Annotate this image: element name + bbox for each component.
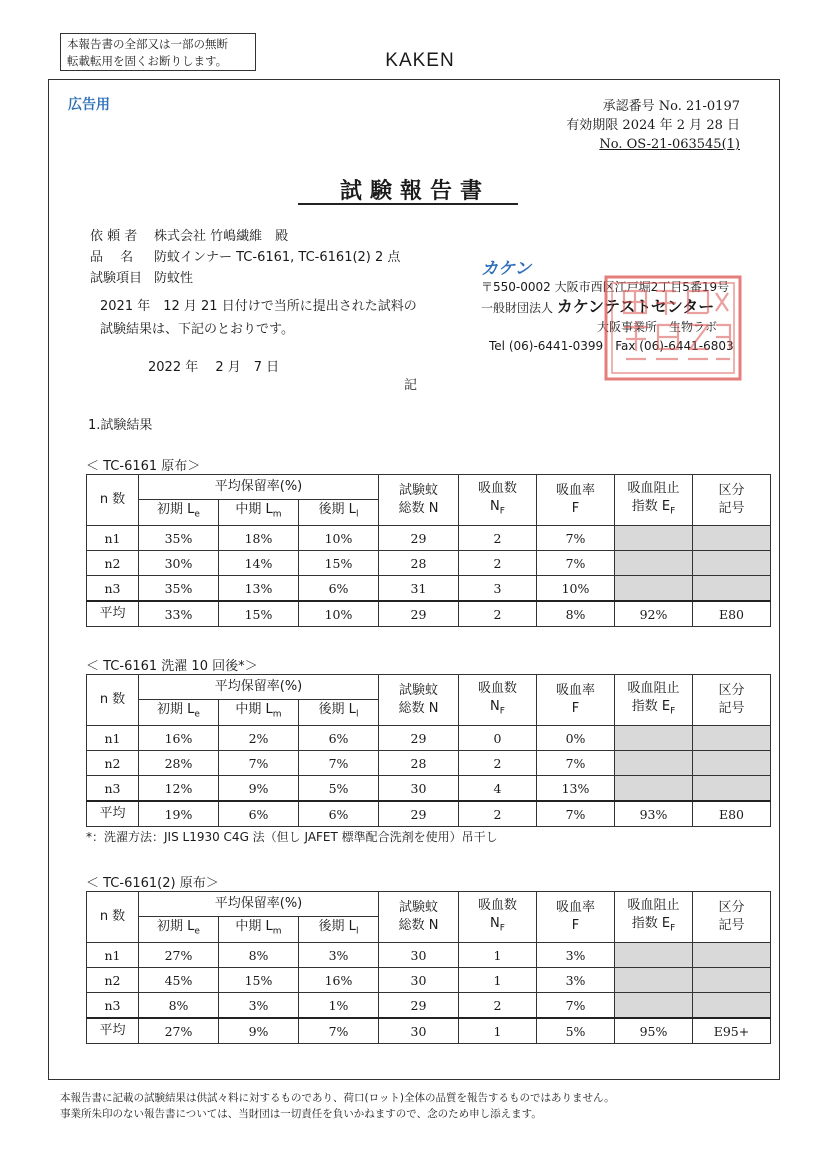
cell-late: 1% <box>299 993 379 1019</box>
cell-early: 16% <box>139 726 219 751</box>
cell-code-blank <box>693 576 771 602</box>
cell-code-blank <box>693 943 771 968</box>
cell-index-blank <box>615 551 693 576</box>
table-row <box>87 576 771 602</box>
cell-rate: 0% <box>537 726 615 751</box>
lab-tel: Tel (06)-6441-0399 Fax (06)-6441-6803 <box>489 339 734 353</box>
cell-rate: 8% <box>537 601 615 627</box>
requester-label: 依 頼 者 <box>90 229 138 244</box>
ki-mark: 記 <box>404 378 418 393</box>
results-table <box>86 674 771 827</box>
cell-total: 29 <box>379 726 459 751</box>
cell-rate: 10% <box>537 576 615 602</box>
cell-total: 30 <box>379 943 459 968</box>
cell-rate: 7% <box>537 551 615 576</box>
cell-mid: 7% <box>219 751 299 776</box>
cell-early: 19% <box>139 801 219 827</box>
cell-code: E95+ <box>693 1018 771 1044</box>
header-inhibition-index: 吸血阻止 指数 $E_F$ <box>615 675 693 726</box>
validity-date: 有効期限 2024 年 2 月 28 日 <box>566 118 740 133</box>
table-row <box>87 776 771 802</box>
cell-n: n3 <box>87 776 139 802</box>
header-mid: 中期 $L_m$ <box>219 700 299 726</box>
cell-rate: 7% <box>537 993 615 1019</box>
header-n: n 数 <box>87 675 139 726</box>
cell-n: 平均 <box>87 801 139 827</box>
cell-n: n2 <box>87 751 139 776</box>
reproduction-notice-box <box>60 33 256 71</box>
table-row-average <box>87 601 771 627</box>
cell-bites: 2 <box>459 601 537 627</box>
cell-late: 6% <box>299 801 379 827</box>
cell-late: 15% <box>299 551 379 576</box>
cell-rate: 13% <box>537 776 615 802</box>
header-n: n 数 <box>87 475 139 526</box>
cell-late: 5% <box>299 776 379 802</box>
cell-n: 平均 <box>87 1018 139 1044</box>
disclaimer-line-1: 本報告書に記載の試験結果は供試々料に対するものであり、荷口(ロット)全体の品質を報告するものではありません。 <box>60 1092 615 1104</box>
cell-early: 27% <box>139 1018 219 1044</box>
header-retention: 平均保留率(%) <box>139 675 379 700</box>
header-retention: 平均保留率(%) <box>139 475 379 500</box>
cell-total: 28 <box>379 751 459 776</box>
cell-bites: 1 <box>459 1018 537 1044</box>
cell-code: E80 <box>693 801 771 827</box>
disclaimer-line-2: 事業所朱印のない報告書については、当財団は一切責任を負いかねますので、念のため申し添えます。 <box>60 1108 542 1120</box>
cell-bites: 2 <box>459 551 537 576</box>
cell-early: 33% <box>139 601 219 627</box>
cell-early: 8% <box>139 993 219 1019</box>
header-inhibition-index: 吸血阻止 指数 $E_F$ <box>615 475 693 526</box>
cell-late: 10% <box>299 526 379 551</box>
cell-late: 10% <box>299 601 379 627</box>
product-value: 防蚊インナー TC-6161, TC-6161(2) 2 点 <box>154 250 401 265</box>
cell-mid: 8% <box>219 943 299 968</box>
cell-mid: 6% <box>219 801 299 827</box>
header-late: 後期 $L_l$ <box>299 500 379 526</box>
product-label: 品 名 <box>90 250 134 265</box>
cell-total: 28 <box>379 551 459 576</box>
cell-rate: 7% <box>537 751 615 776</box>
report-number: No. OS-21-063545(1) <box>599 137 740 152</box>
cell-mid: 9% <box>219 1018 299 1044</box>
cell-total: 29 <box>379 993 459 1019</box>
cell-mid: 15% <box>219 601 299 627</box>
cell-index: 93% <box>615 801 693 827</box>
section-heading: 1.試験結果 <box>88 418 153 433</box>
table-row <box>87 551 771 576</box>
cell-late: 16% <box>299 968 379 993</box>
cell-bites: 2 <box>459 751 537 776</box>
cell-index-blank <box>615 576 693 602</box>
lab-org-name: カケンテストセンター <box>556 297 715 316</box>
cell-code-blank <box>693 993 771 1019</box>
results-table <box>86 891 771 1044</box>
report-date: 2022 年 2 月 7 日 <box>148 360 280 375</box>
approval-number: 承認番号 No. 21-0197 <box>602 99 740 114</box>
submission-line-1: 2021 年 12 月 21 日付けで当所に提出された試料の <box>100 299 417 314</box>
cell-n: n2 <box>87 551 139 576</box>
cell-total: 29 <box>379 801 459 827</box>
cell-n: n2 <box>87 968 139 993</box>
cell-mid: 18% <box>219 526 299 551</box>
submission-text <box>100 295 417 341</box>
header-bites: 吸血数 $N_F$ <box>459 892 537 943</box>
cell-n: n1 <box>87 526 139 551</box>
cell-rate: 7% <box>537 801 615 827</box>
requester-value: 株式会社 竹嶋繊維 殿 <box>154 229 289 244</box>
cell-rate: 3% <box>537 943 615 968</box>
cell-late: 3% <box>299 943 379 968</box>
header-inhibition-index: 吸血阻止 指数 $E_F$ <box>615 892 693 943</box>
cell-bites: 4 <box>459 776 537 802</box>
approval-block <box>520 97 740 154</box>
cell-total: 31 <box>379 576 459 602</box>
cell-total: 29 <box>379 601 459 627</box>
cell-rate: 5% <box>537 1018 615 1044</box>
header-mosquito-total: 試験蚊 総数 N <box>379 892 459 943</box>
header-bite-rate: 吸血率 F <box>537 475 615 526</box>
cell-n: n3 <box>87 993 139 1019</box>
header-early: 初期 $L_e$ <box>139 700 219 726</box>
cell-index-blank <box>615 751 693 776</box>
cell-early: 27% <box>139 943 219 968</box>
cell-total: 30 <box>379 968 459 993</box>
cell-bites: 2 <box>459 801 537 827</box>
cell-n: n1 <box>87 726 139 751</box>
submission-line-2: 試験結果は、下記のとおりです。 <box>100 322 294 337</box>
cell-index-blank <box>615 726 693 751</box>
cell-late: 7% <box>299 1018 379 1044</box>
title-underline <box>298 203 518 205</box>
table-row-average <box>87 1018 771 1044</box>
table-row <box>87 993 771 1019</box>
cell-index-blank <box>615 943 693 968</box>
header-mosquito-total: 試験蚊 総数 N <box>379 475 459 526</box>
cell-bites: 1 <box>459 968 537 993</box>
cell-early: 45% <box>139 968 219 993</box>
table-row <box>87 943 771 968</box>
cell-index-blank <box>615 776 693 802</box>
official-seal-icon <box>604 275 742 381</box>
cell-n: n3 <box>87 576 139 602</box>
brand-header: KAKEN <box>385 50 455 71</box>
cell-n: n1 <box>87 943 139 968</box>
cell-code-blank <box>693 751 771 776</box>
header-mosquito-total: 試験蚊 総数 N <box>379 675 459 726</box>
ad-label: 広告用 <box>68 97 110 113</box>
table-row <box>87 968 771 993</box>
cell-bites: 2 <box>459 993 537 1019</box>
cell-total: 30 <box>379 1018 459 1044</box>
cell-late: 6% <box>299 576 379 602</box>
results-table <box>86 474 771 627</box>
cell-total: 29 <box>379 526 459 551</box>
header-retention: 平均保留率(%) <box>139 892 379 917</box>
cell-index-blank <box>615 526 693 551</box>
cell-total: 30 <box>379 776 459 802</box>
cell-index-blank <box>615 968 693 993</box>
cell-bites: 1 <box>459 943 537 968</box>
header-bite-rate: 吸血率 F <box>537 892 615 943</box>
cell-code-blank <box>693 968 771 993</box>
cell-late: 6% <box>299 726 379 751</box>
cell-late: 7% <box>299 751 379 776</box>
kaken-logo: カケン <box>481 259 532 279</box>
cell-early: 28% <box>139 751 219 776</box>
header-late: 後期 $L_l$ <box>299 917 379 943</box>
cell-n: 平均 <box>87 601 139 627</box>
header-mid: 中期 $L_m$ <box>219 917 299 943</box>
cell-code-blank <box>693 526 771 551</box>
header-class-code: 区分 記号 <box>693 892 771 943</box>
notice-line-1: 本報告書の全部又は一部の無断 <box>67 37 228 51</box>
cell-early: 30% <box>139 551 219 576</box>
header-class-code: 区分 記号 <box>693 675 771 726</box>
cell-mid: 13% <box>219 576 299 602</box>
test-item-label: 試験項目 <box>90 271 143 286</box>
cell-rate: 7% <box>537 526 615 551</box>
cell-code-blank <box>693 776 771 802</box>
disclaimer <box>60 1090 615 1122</box>
header-early: 初期 $L_e$ <box>139 917 219 943</box>
header-bite-rate: 吸血率 F <box>537 675 615 726</box>
table-title: ＜ TC-6161(2) 原布＞ <box>86 876 219 891</box>
header-bites: 吸血数 $N_F$ <box>459 675 537 726</box>
table-row-average <box>87 801 771 827</box>
notice-line-2: 転載転用を固くお断りします。 <box>67 54 228 68</box>
cell-index: 92% <box>615 601 693 627</box>
cell-bites: 0 <box>459 726 537 751</box>
cell-mid: 3% <box>219 993 299 1019</box>
cell-code-blank <box>693 551 771 576</box>
header-n: n 数 <box>87 892 139 943</box>
lab-org-prefix: 一般財団法人 <box>481 301 554 315</box>
table-row <box>87 526 771 551</box>
header-bites: 吸血数 $N_F$ <box>459 475 537 526</box>
cell-mid: 9% <box>219 776 299 802</box>
client-info <box>90 226 400 289</box>
report-title: 試験報告書 <box>339 179 490 204</box>
wash-method-footnote: *：洗濯方法：JIS L1930 C4G 法（但し JAFET 標準配合洗剤を使用）吊干し <box>86 830 498 844</box>
test-item-value: 防蚊性 <box>154 271 194 286</box>
table-row <box>87 751 771 776</box>
header-late: 後期 $L_l$ <box>299 700 379 726</box>
cell-code: E80 <box>693 601 771 627</box>
cell-mid: 14% <box>219 551 299 576</box>
cell-code-blank <box>693 726 771 751</box>
header-class-code: 区分 記号 <box>693 475 771 526</box>
header-mid: 中期 $L_m$ <box>219 500 299 526</box>
cell-bites: 2 <box>459 526 537 551</box>
cell-early: 12% <box>139 776 219 802</box>
table-title: ＜ TC-6161 洗濯 10 回後*＞ <box>86 659 258 674</box>
cell-bites: 3 <box>459 576 537 602</box>
cell-index: 95% <box>615 1018 693 1044</box>
table-title: ＜ TC-6161 原布＞ <box>86 459 201 474</box>
cell-early: 35% <box>139 526 219 551</box>
header-early: 初期 $L_e$ <box>139 500 219 526</box>
cell-mid: 2% <box>219 726 299 751</box>
cell-mid: 15% <box>219 968 299 993</box>
cell-rate: 3% <box>537 968 615 993</box>
lab-address: 〒550-0002 大阪市西区江戸堀2丁目5番19号 <box>481 280 730 294</box>
cell-early: 35% <box>139 576 219 602</box>
cell-index-blank <box>615 993 693 1019</box>
table-row <box>87 726 771 751</box>
lab-division: 大阪事業所 生物ラボ <box>597 320 718 334</box>
